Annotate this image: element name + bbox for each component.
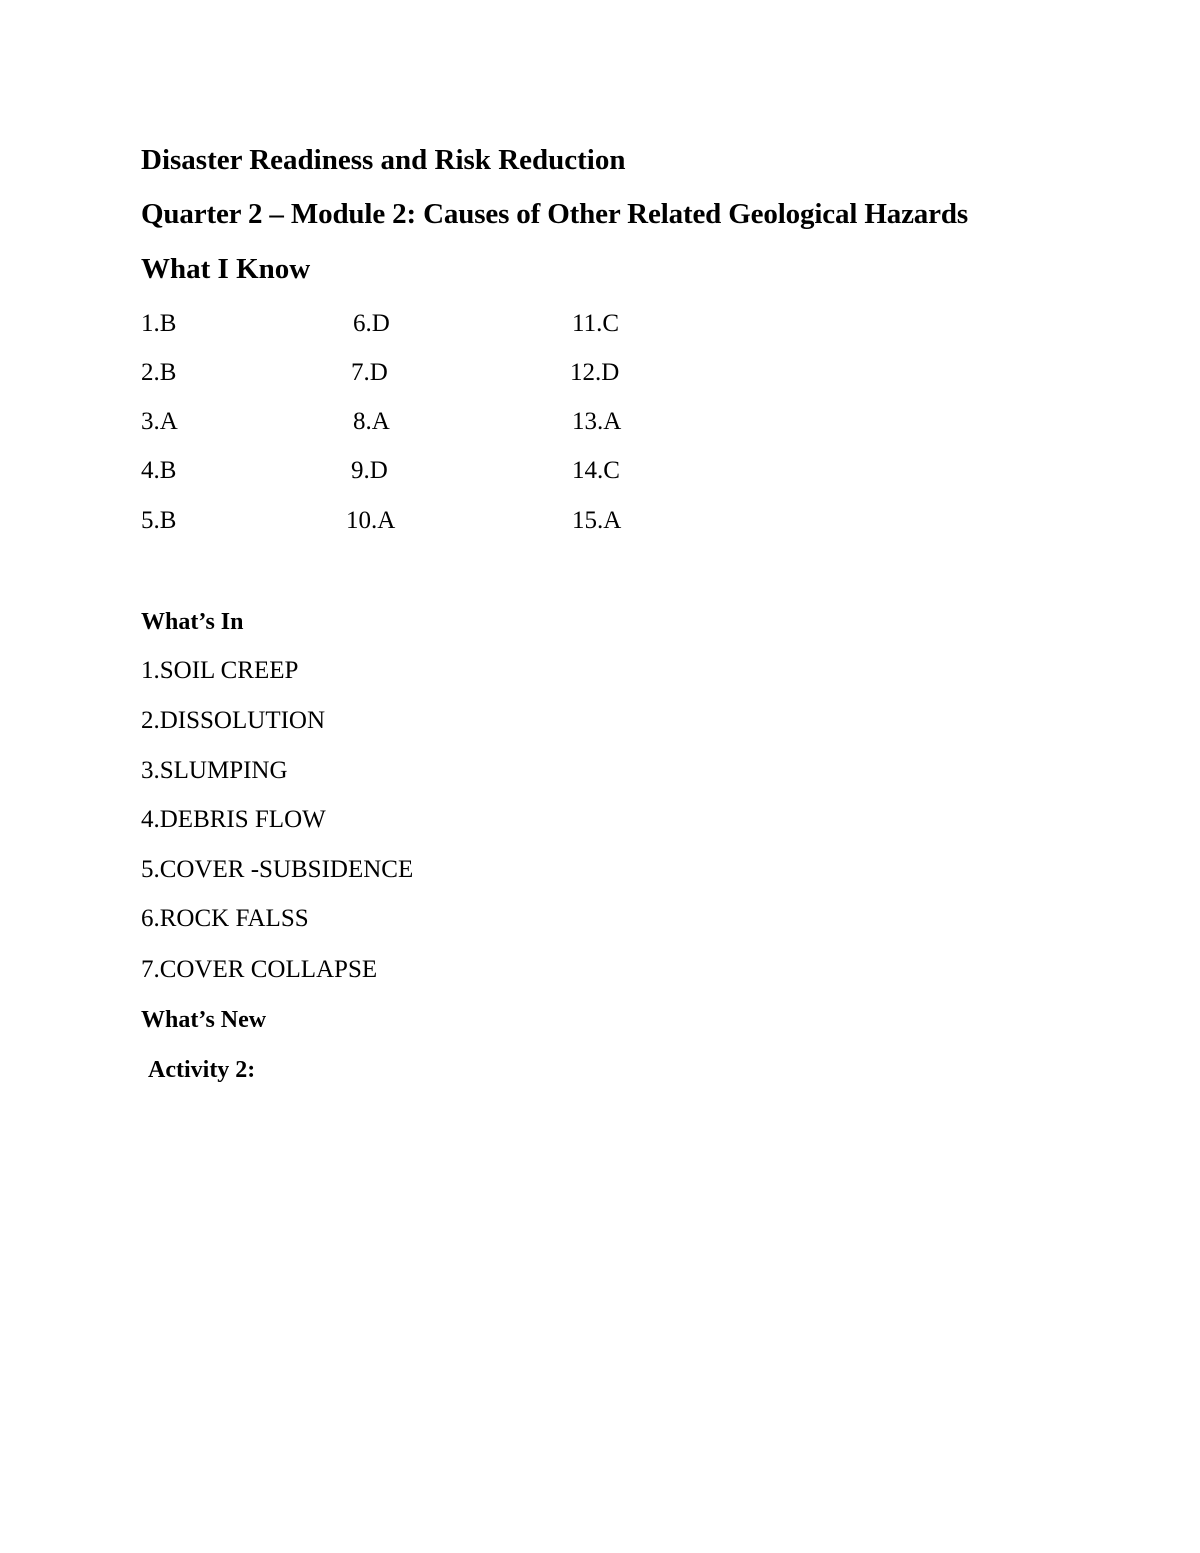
whats-in-item: 2.DISSOLUTION xyxy=(141,707,326,734)
module-heading: Quarter 2 – Module 2: Causes of Other Related Geological Hazards xyxy=(141,198,968,230)
answer-item: 12.D xyxy=(570,359,620,386)
whats-in-item: 5.COVER -SUBSIDENCE xyxy=(141,856,414,883)
answer-item: 5.B xyxy=(141,507,177,534)
answer-item: 2.B xyxy=(141,359,177,386)
answer-item: 11.C xyxy=(572,310,619,337)
section-heading-whats-in: What’s In xyxy=(141,609,244,635)
answer-item: 9.D xyxy=(351,457,388,484)
answer-item: 8.A xyxy=(353,408,390,435)
answer-item: 13.A xyxy=(572,408,622,435)
answer-item: 10.A xyxy=(346,507,396,534)
answer-item: 15.A xyxy=(572,507,622,534)
whats-in-item: 4.DEBRIS FLOW xyxy=(141,806,326,833)
activity-label: Activity 2: xyxy=(148,1057,256,1083)
answer-item: 4.B xyxy=(141,457,177,484)
section-heading-what-i-know: What I Know xyxy=(141,253,311,285)
answer-item: 14.C xyxy=(572,457,620,484)
whats-in-item: 1.SOIL CREEP xyxy=(141,657,299,684)
section-heading-whats-new: What’s New xyxy=(141,1007,267,1033)
answer-item: 1.B xyxy=(141,310,177,337)
whats-in-item: 3.SLUMPING xyxy=(141,757,288,784)
whats-in-item: 7.COVER COLLAPSE xyxy=(141,956,378,983)
answer-item: 7.D xyxy=(351,359,388,386)
answer-item: 6.D xyxy=(353,310,390,337)
document-title: Disaster Readiness and Risk Reduction xyxy=(141,144,626,176)
whats-in-item: 6.ROCK FALSS xyxy=(141,905,309,932)
answer-item: 3.A xyxy=(141,408,178,435)
